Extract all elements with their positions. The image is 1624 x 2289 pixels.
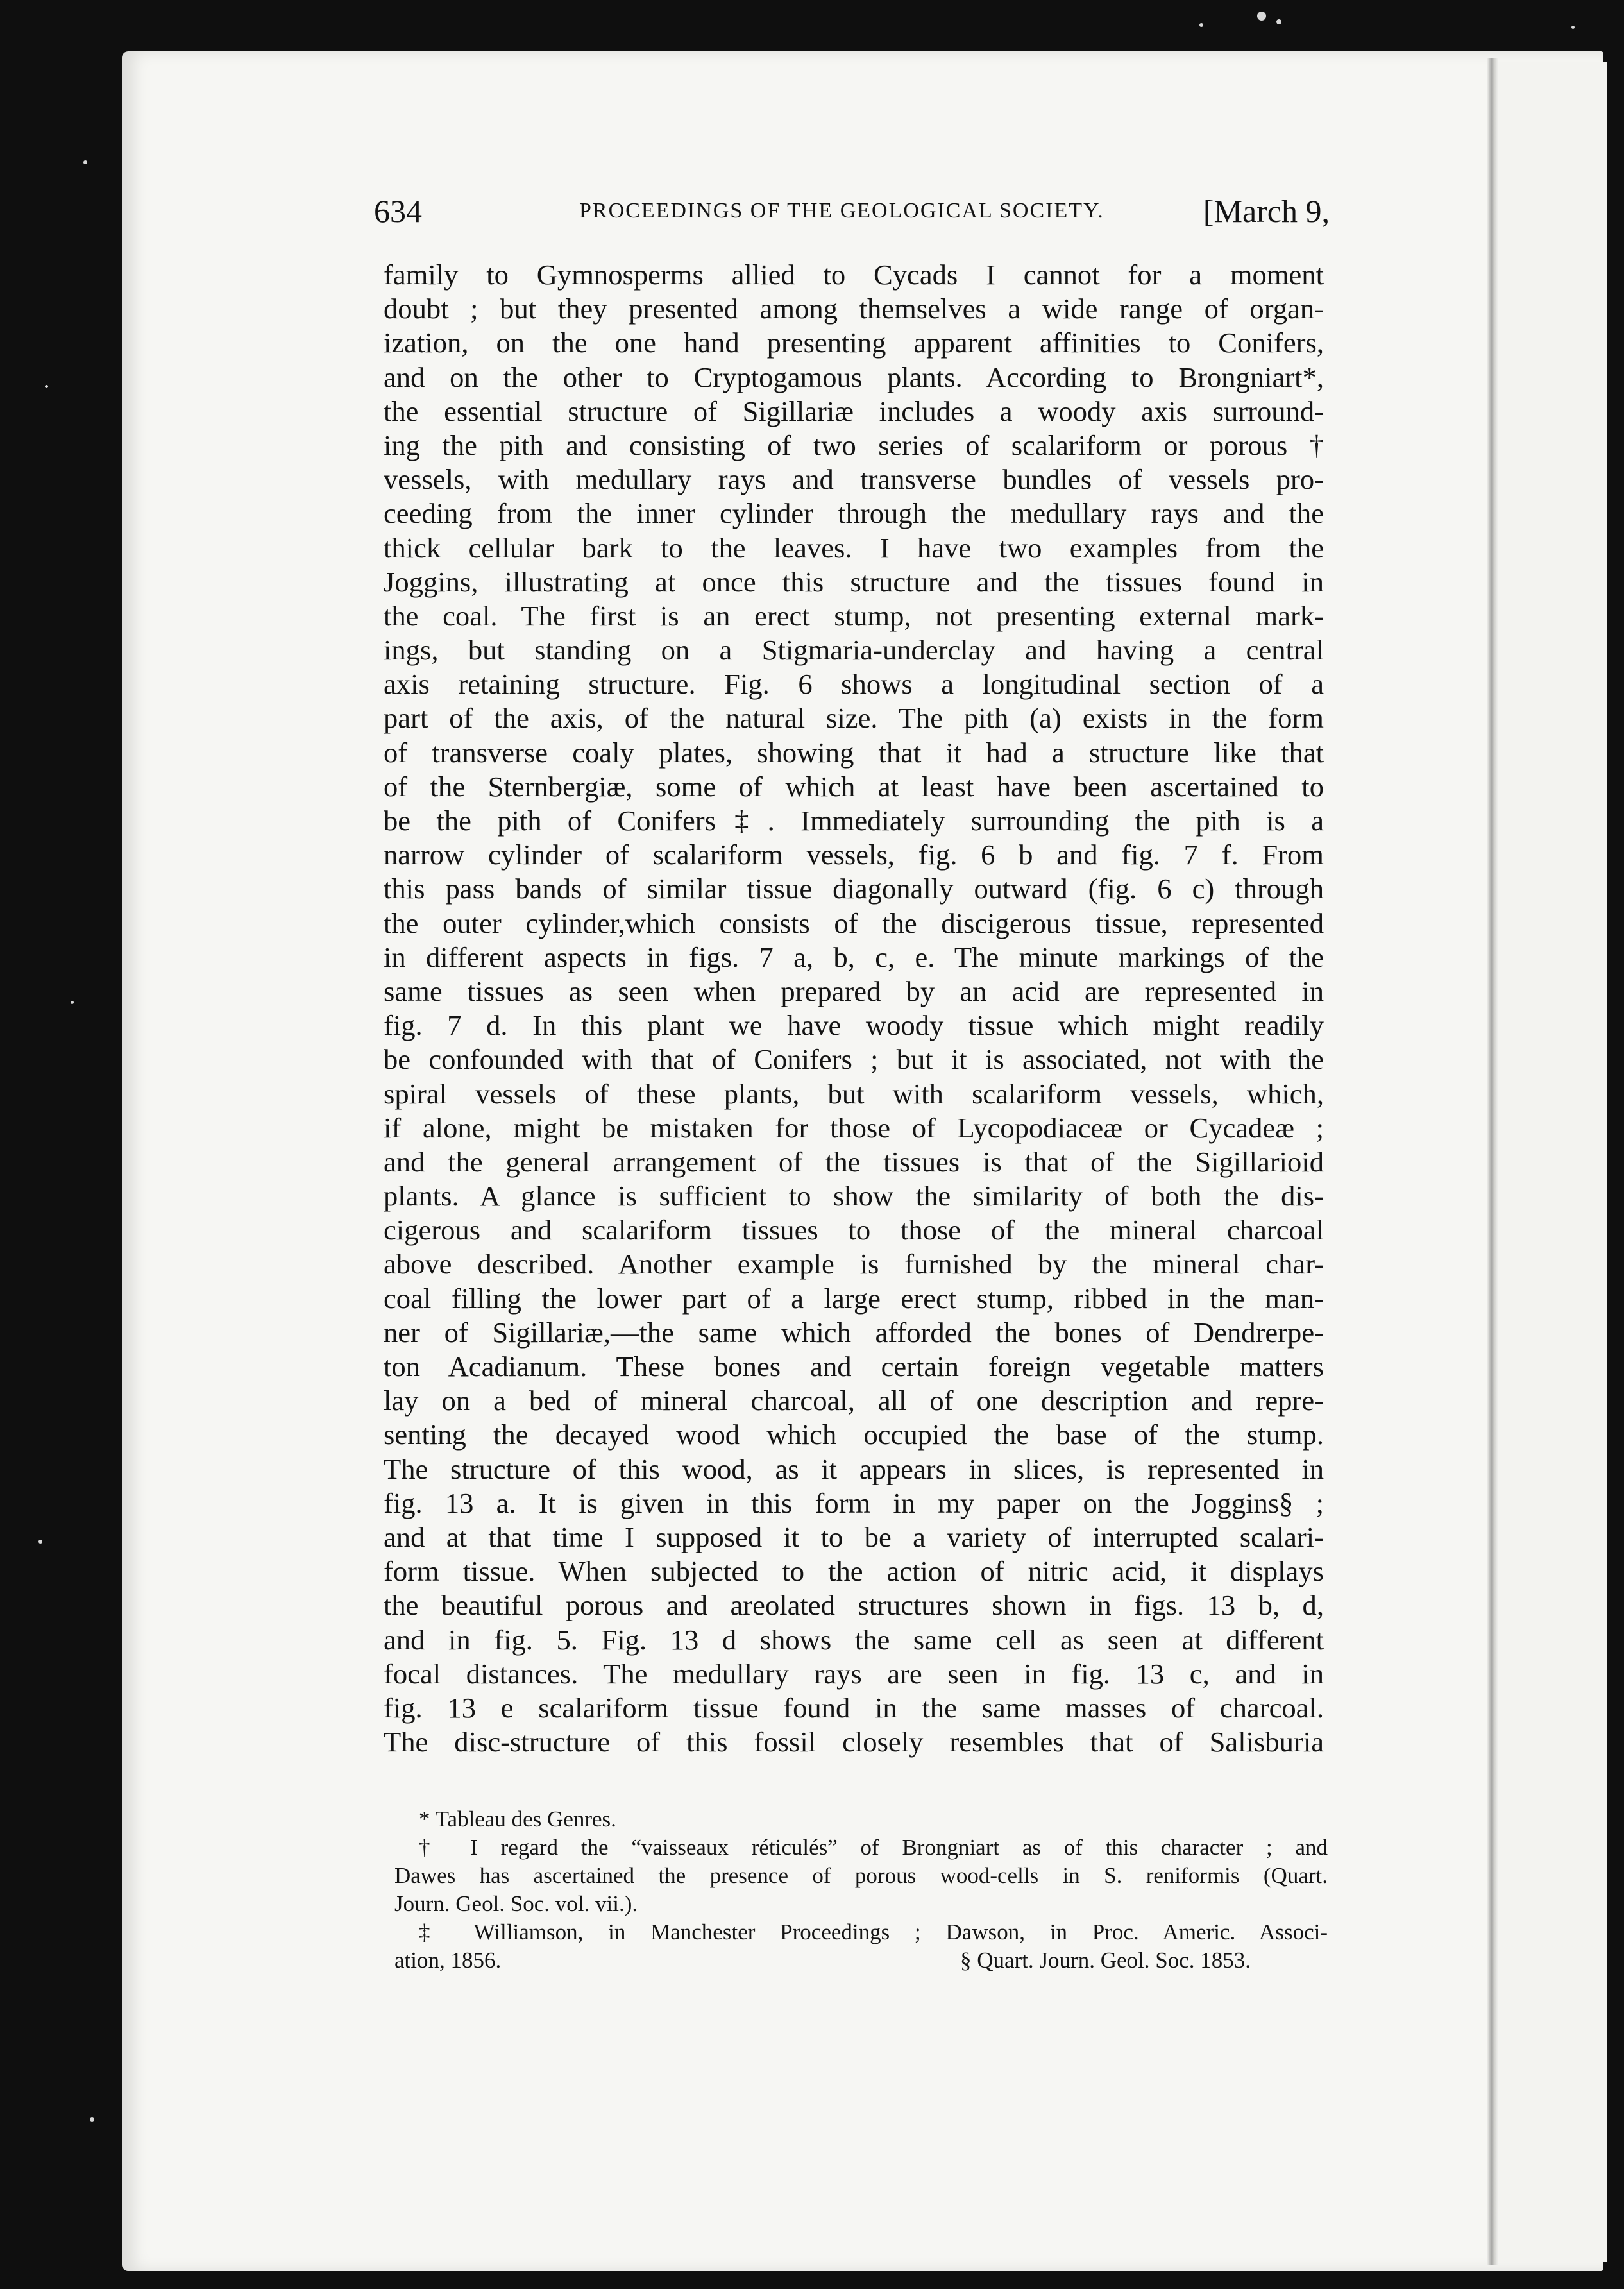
body-line: and in fig. 5. Fig. 13 d shows the same cell as seen at different	[384, 1623, 1324, 1656]
body-line: lay on a bed of mineral charcoal, all of one description and repre-	[384, 1384, 1324, 1417]
footnote-line: † I regard the “vaisseaux réticulés” of Brongniart as of this character ; and	[419, 1835, 1328, 1860]
body-line: ization, on the one hand presenting apparent affinities to Conifers,	[384, 327, 1324, 359]
footnote-line: ‡ Williamson, in Manchester Proceedings ; Dawson, in Proc. Americ. Associ-	[419, 1919, 1328, 1944]
body-line: plants. A glance is sufficient to show the similarity of both the dis-	[384, 1180, 1324, 1213]
page-number: 634	[374, 193, 422, 229]
body-line: doubt ; but they presented among themselves a wide range of organ-	[384, 293, 1324, 325]
body-line: vessels, with medullary rays and transverse bundles of vessels pro-	[384, 463, 1324, 496]
body-line: axis retaining structure. Fig. 6 shows a longitudinal section of a	[384, 668, 1324, 701]
body-line: be the pith of Conifers‡. Immediately surrounding the pith is a	[384, 804, 1324, 837]
body-line: fig. 7 d. In this plant we have woody tissue which might readily	[384, 1009, 1324, 1042]
footnote-continuation: ation, 1856.	[394, 1948, 502, 1973]
footnote-last-line	[394, 1946, 1328, 1975]
footnote-section-mark: § Quart. Journ. Geol. Soc. 1853.	[960, 1948, 1251, 1973]
body-line: of the Sternbergiæ, some of which at least have been ascertained to	[384, 770, 1324, 803]
body-line: narrow cylinder of scalariform vessels, fig. 6 b and fig. 7 f. From	[384, 838, 1324, 871]
footnotes	[394, 1805, 1328, 1975]
body-line: of transverse coaly plates, showing that it had a structure like that	[384, 736, 1324, 769]
body-line: ing the pith and consisting of two series of scalariform or porous †	[384, 429, 1324, 461]
footnote-line: * Tableau des Genres.	[419, 1807, 616, 1832]
body-line: ceeding from the inner cylinder through the medullary rays and the	[384, 497, 1324, 530]
body-line: senting the decayed wood which occupied the base of the stump.	[384, 1418, 1324, 1451]
body-line: Joggins, illustrating at once this structure and the tissues found in	[384, 565, 1324, 598]
body-line: the coal. The first is an erect stump, not presenting external mark-	[384, 599, 1324, 632]
body-line: the outer cylinder,which consists of the discigerous tissue, represented	[384, 906, 1324, 939]
body-line: the essential structure of Sigillariæ includes a woody axis surround-	[384, 395, 1324, 427]
body-line: be confounded with that of Conifers ; but it is associated, not with the	[384, 1043, 1324, 1076]
body-line: ton Acadianum. These bones and certain foreign vegetable matters	[384, 1350, 1324, 1383]
page-gutter-fold	[1487, 58, 1498, 2265]
body-line: the beautiful porous and areolated structures shown in figs. 13 b, d,	[384, 1589, 1324, 1622]
body-line: and at that time I supposed it to be a variety of interrupted scalari-	[384, 1520, 1324, 1553]
footnote-line: Journ. Geol. Soc. vol. vii.).	[394, 1891, 638, 1916]
body-line: and the general arrangement of the tissues is that of the Sigillarioid	[384, 1145, 1324, 1178]
body-line: this pass bands of similar tissue diagonally outward (fig. 6 c) through	[384, 872, 1324, 905]
body-line: above described. Another example is furnished by the mineral char-	[384, 1248, 1324, 1281]
body-line: thick cellular bark to the leaves. I have two examples from the	[384, 531, 1324, 564]
body-line: ings, but standing on a Stigmaria-underclay and having a central	[384, 634, 1324, 667]
body-line	[384, 1759, 1324, 1793]
body-line: in different aspects in figs. 7 a, b, c, e. The minute markings of the	[384, 940, 1324, 973]
body-line: coal filling the lower part of a large erect stump, ribbed in the man-	[384, 1282, 1324, 1315]
body-line: fig. 13 e scalariform tissue found in the same masses of charcoal.	[384, 1691, 1324, 1724]
body-line: same tissues as seen when prepared by an acid are represented in	[384, 974, 1324, 1007]
footnote-line: Dawes has ascertained the presence of porous wood-cells in S. reniformis (Quart.	[394, 1863, 1328, 1888]
body-line: fig. 13 a. It is given in this form in my paper on the Joggins§ ;	[384, 1486, 1324, 1519]
body-line: focal distances. The medullary rays are seen in fig. 13 c, and in	[384, 1657, 1324, 1690]
page-header	[374, 192, 1330, 239]
running-title: PROCEEDINGS OF THE GEOLOGICAL SOCIETY.	[579, 199, 1104, 223]
body-line: form tissue. When subjected to the action of nitric acid, it displays	[384, 1555, 1324, 1588]
facing-page-edge	[1498, 62, 1607, 2262]
header-date: [March 9,	[1203, 193, 1330, 229]
body-line: The disc-structure of this fossil closely resembles that of Salisburia	[384, 1726, 1324, 1758]
body-line: ner of Sigillariæ,—the same which afforded the bones of Dendrerpe-	[384, 1316, 1324, 1349]
body-text	[384, 258, 1324, 1793]
body-line: part of the axis, of the natural size. The pith (a) exists in the form	[384, 702, 1324, 735]
body-line: cigerous and scalariform tissues to those of the mineral charcoal	[384, 1214, 1324, 1247]
body-line: if alone, might be mistaken for those of Lycopodiaceæ or Cycadeæ ;	[384, 1111, 1324, 1144]
body-line: spiral vessels of these plants, but with scalariform vessels, which,	[384, 1077, 1324, 1110]
body-line: family to Gymnosperms allied to Cycads I cannot for a moment	[384, 259, 1324, 291]
body-line: and on the other to Cryptogamous plants. According to Brongniart*,	[384, 361, 1324, 393]
body-line: The structure of this wood, as it appears in slices, is represented in	[384, 1452, 1324, 1485]
